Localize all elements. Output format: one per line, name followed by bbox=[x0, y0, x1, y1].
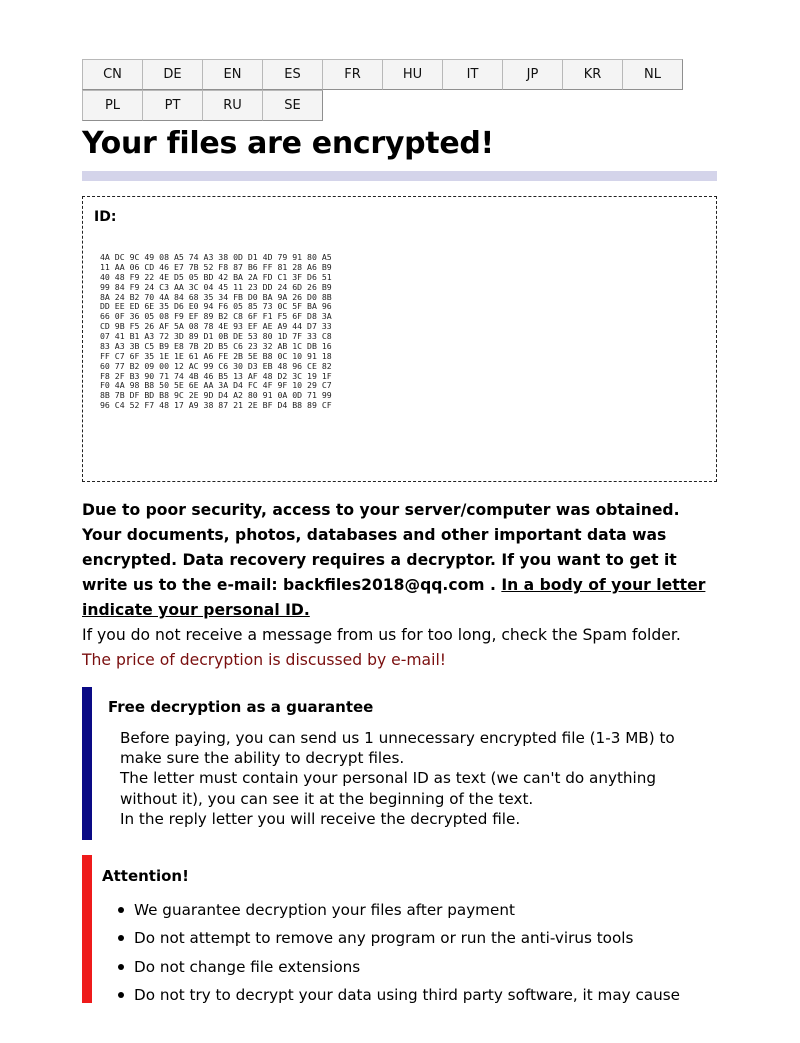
language-selector bbox=[82, 59, 690, 121]
hex-line: 07 41 B1 A3 72 3D 89 D1 0B DE 53 80 1D 7F 33 C8 bbox=[100, 331, 332, 341]
guarantee-body bbox=[120, 728, 700, 829]
hex-line: F0 4A 98 B8 50 5E 6E AA 3A D4 FC 4F 9F 10 29 C7 bbox=[100, 380, 332, 391]
hex-line: 60 77 B2 09 00 12 AC 99 C6 30 D3 EB 48 96 CE 82 bbox=[100, 360, 332, 371]
bullet-icon bbox=[118, 992, 124, 998]
bullet-icon bbox=[118, 935, 124, 941]
attention-list bbox=[118, 896, 680, 1009]
list-item bbox=[118, 896, 680, 924]
lang-tab-nl[interactable]: NL bbox=[622, 59, 683, 90]
language-row-2 bbox=[82, 90, 690, 121]
hex-line: 8B 7B DF BD B8 9C 2E 9D D4 A2 80 91 0A 0D 71 99 bbox=[100, 390, 332, 401]
lang-tab-se[interactable]: SE bbox=[262, 90, 323, 121]
list-item-text: Do not try to decrypt your data using third party software, it may cause bbox=[134, 986, 681, 1005]
list-item bbox=[118, 924, 680, 952]
bullet-icon bbox=[118, 907, 124, 913]
guarantee-heading: Free decryption as a guarantee bbox=[108, 698, 374, 716]
hex-line: 99 84 F9 24 C3 AA 3C 04 45 11 23 DD 24 6D 26 B9 bbox=[100, 281, 332, 292]
list-item-text: Do not attempt to remove any program or run the anti-virus tools bbox=[134, 929, 634, 948]
hex-line: 8A 24 B2 70 4A 84 68 35 34 FB D0 BA 9A 26 D0 8B bbox=[100, 291, 332, 302]
list-item bbox=[118, 981, 680, 1009]
lang-tab-fr[interactable]: FR bbox=[322, 59, 383, 90]
lang-tab-de[interactable]: DE bbox=[142, 59, 203, 90]
guarantee-line: The letter must contain your personal ID as text (we can't do anything without it), you can see it at the beginning of the text. bbox=[120, 769, 657, 808]
hex-line: FF C7 6F 35 1E 1E 61 A6 FE 2B 5E B8 0C 10 91 18 bbox=[100, 350, 332, 361]
lang-tab-hu[interactable]: HU bbox=[382, 59, 443, 90]
list-item-text: Do not change file extensions bbox=[134, 957, 361, 976]
id-instruction: In a body of your letter indicate your personal ID. bbox=[82, 576, 706, 619]
hex-line: 40 48 F9 22 4E D5 05 BD 42 BA 2A FD C1 3F D6 51 bbox=[100, 271, 332, 282]
main-message-text: Due to poor security, access to your server/computer was obtained. Your documents, photos, databases and other important data was encrypted. Data recovery requires a decryptor. If you want to get it write us to the e-mail: backfiles2018@qq.com . bbox=[82, 501, 680, 594]
guarantee-section bbox=[82, 687, 722, 840]
lang-tab-kr[interactable]: KR bbox=[562, 59, 623, 90]
lang-tab-jp[interactable]: JP bbox=[502, 59, 563, 90]
lang-tab-it[interactable]: IT bbox=[442, 59, 503, 90]
attention-heading: Attention! bbox=[102, 867, 189, 885]
lang-tab-pt[interactable]: PT bbox=[142, 90, 203, 121]
bullet-icon bbox=[118, 964, 124, 970]
spam-note: If you do not receive a message from us for too long, check the Spam folder. bbox=[82, 626, 681, 644]
hex-line: F8 2F B3 90 71 74 4B 46 B5 13 AF 48 D2 3C 19 1F bbox=[100, 370, 332, 381]
lang-tab-ru[interactable]: RU bbox=[202, 90, 263, 121]
title-divider bbox=[82, 171, 717, 181]
lang-tab-en[interactable]: EN bbox=[202, 59, 263, 90]
attention-section bbox=[82, 855, 722, 1003]
hex-line: 96 C4 52 F7 48 17 A9 38 87 21 2E BF D4 B8 89 CF bbox=[100, 400, 332, 411]
main-message bbox=[82, 498, 722, 623]
id-label: ID: bbox=[94, 209, 117, 225]
list-item-text: We guarantee decryption your files after payment bbox=[134, 901, 515, 920]
list-item bbox=[118, 953, 680, 981]
lang-tab-es[interactable]: ES bbox=[262, 59, 323, 90]
page-title: Your files are encrypted! bbox=[82, 126, 494, 161]
lang-tab-cn[interactable]: CN bbox=[82, 59, 143, 90]
lang-tab-pl[interactable]: PL bbox=[82, 90, 143, 121]
hex-line: CD 9B F5 26 AF 5A 08 78 4E 93 EF AE A9 44 D7 33 bbox=[100, 321, 332, 332]
price-note: The price of decryption is discussed by e-mail! bbox=[82, 651, 447, 669]
personal-id-hex bbox=[100, 253, 332, 411]
hex-line: 66 0F 36 05 08 F9 EF 89 B2 C8 6F F1 F5 6F D8 3A bbox=[100, 311, 332, 322]
hex-line: 4A DC 9C 49 08 A5 74 A3 38 0D D1 4D 79 91 80 A5 bbox=[100, 252, 332, 262]
guarantee-line: In the reply letter you will receive the decrypted file. bbox=[120, 809, 521, 828]
language-row-1 bbox=[82, 59, 690, 90]
hex-line: 11 AA 06 CD 46 E7 7B 52 F8 87 B6 FF 81 28 A6 B9 bbox=[100, 261, 332, 272]
hex-line: DD EE ED 6E 35 D6 E0 94 F6 05 85 73 0C 5F BA 96 bbox=[100, 301, 332, 312]
id-box bbox=[82, 196, 717, 482]
hex-line: 83 A3 3B C5 B9 E8 7B 2D B5 C6 23 32 AB 1C DB 16 bbox=[100, 340, 332, 351]
guarantee-line: Before paying, you can send us 1 unnecessary encrypted file (1-3 MB) to make sure the ability to decrypt files. bbox=[120, 729, 675, 768]
